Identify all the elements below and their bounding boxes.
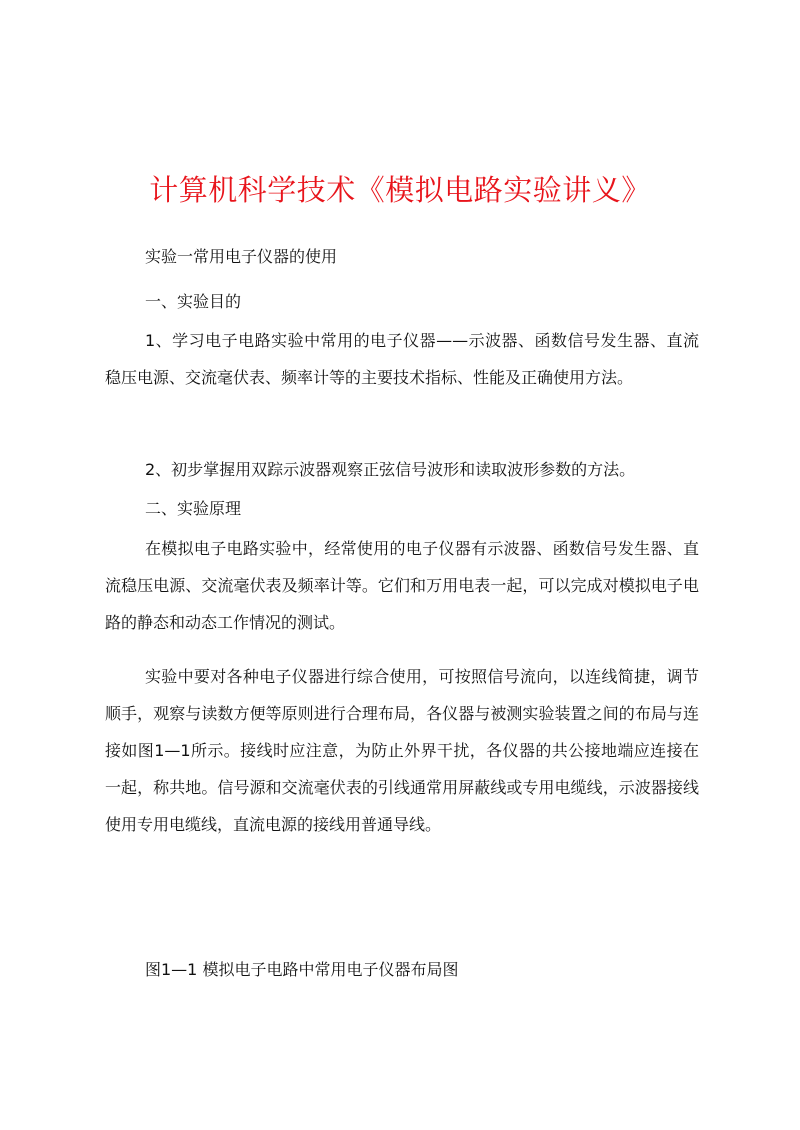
- figure-caption: 图1—1 模拟电子电路中常用电子仪器布局图: [145, 960, 459, 979]
- purpose-item-1: 1、学习电子电路实验中常用的电子仪器——示波器、函数信号发生器、直流稳压电源、交流毫伏表、频率计等的主要技术指标、性能及正确使用方法。: [105, 331, 699, 387]
- document-title: 计算机科学技术《模拟电路实验讲义》: [149, 173, 651, 207]
- principle-paragraph-2: 实验中要对各种电子仪器进行综合使用，可按照信号流向，以连线简捷，调节顺手，观察与读数方便等原则进行合理布局，各仪器与被测实验装置之间的布局与连接如图1—1所示。接线时应注意，为防止外界干扰，各仪器的共公接地端应连接在一起，称共地。信号源和交流毫伏表的引线通常用屏蔽线或专用电缆线，示波器接线使用专用电缆线，直流电源的接线用普通导线。: [105, 667, 699, 834]
- purpose-item-2: 2、初步掌握用双踪示波器观察正弦信号波形和读取波形参数的方法。: [145, 460, 636, 479]
- section-heading-purpose: 一、实验目的: [145, 292, 242, 311]
- section-heading-principle: 二、实验原理: [145, 499, 242, 518]
- experiment-title: 实验一常用电子仪器的使用: [145, 247, 338, 266]
- principle-paragraph-1: 在模拟电子电路实验中，经常使用的电子仪器有示波器、函数信号发生器、直流稳压电源、交流毫伏表及频率计等。它们和万用电表一起，可以完成对模拟电子电路的静态和动态工作情况的测试。: [105, 539, 699, 632]
